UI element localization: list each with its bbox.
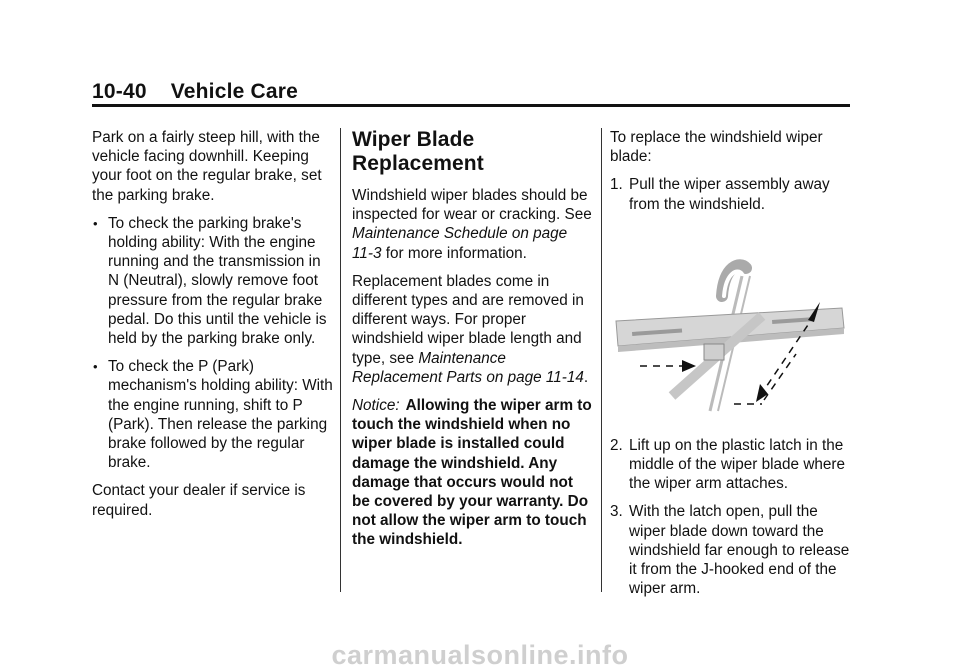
list-item: • To check the P (Park) mechanism's holding ability: With the engine running, shift to P (Park). Then release the parking brake followed by the regular brake. xyxy=(93,358,333,472)
section-title: Vehicle Care xyxy=(170,80,299,103)
page-number: 10-40 xyxy=(92,80,147,103)
bullet-icon: • xyxy=(93,215,98,231)
list-item: • To check the parking brake's holding ability: With the engine running and the transmission in N (Neutral), slowly remove foot pressure from the regular brake pedal. Do this until the vehicle is held by the parking brake only. xyxy=(93,214,327,348)
bullet-icon: • xyxy=(93,359,98,375)
replacement-paragraph: Replacement blades come in different types and are removed in different ways. For proper windshield wiper blade length and type, see Maintenance Replacement Parts on page 11-14. xyxy=(352,272,589,386)
replacement-parts-link[interactable]: Maintenance Replacement Parts on page 11-14 xyxy=(352,349,584,386)
header-rule xyxy=(92,104,850,107)
column-divider-left xyxy=(340,128,341,592)
step-item: 2. Lift up on the plastic latch in the middle of the wiper blade where the wiper arm attaches. xyxy=(610,436,845,493)
inspection-paragraph: Windshield wiper blades should be inspected for wear or cracking. See Maintenance Schedule on page 11-3 for more information. xyxy=(352,187,592,262)
notice-paragraph xyxy=(352,396,592,550)
steps-intro: To replace the windshield wiper blade: xyxy=(610,129,823,166)
notice-text: Allowing the wiper arm to touch the windshield when no wiper blade is installed could damage the windshield. Any damage that occurs would not be covered by your warranty. Do not allow the wiper arm to touch the windshield. xyxy=(352,397,592,549)
intro-paragraph: Park on a fairly steep hill, with the vehicle facing downhill. Keeping your foot on the regular brake, set the parking brake. xyxy=(92,129,322,204)
check-list xyxy=(92,214,334,473)
outro-paragraph: Contact your dealer if service is required. xyxy=(92,482,306,519)
column-2 xyxy=(352,128,592,559)
column-1 xyxy=(92,128,334,529)
steps-list xyxy=(610,175,850,213)
column-3 xyxy=(610,128,850,607)
steps-list-continued xyxy=(610,436,850,599)
wiper-illustration xyxy=(612,236,852,416)
watermark: carmanualsonline.info xyxy=(331,640,629,670)
maintenance-schedule-link[interactable]: Maintenance Schedule on page 11-3 xyxy=(352,225,568,262)
step-item: 3. With the latch open, pull the wiper blade down toward the windshield far enough to release it from the J-hooked end of the wiper arm. xyxy=(610,503,850,598)
notice-label: Notice: xyxy=(352,397,400,415)
section-heading: Wiper Blade Replacement xyxy=(352,128,484,175)
column-divider-right xyxy=(601,128,602,592)
step-item: 1. Pull the wiper assembly away from the windshield. xyxy=(610,176,830,213)
page-header xyxy=(92,80,298,104)
